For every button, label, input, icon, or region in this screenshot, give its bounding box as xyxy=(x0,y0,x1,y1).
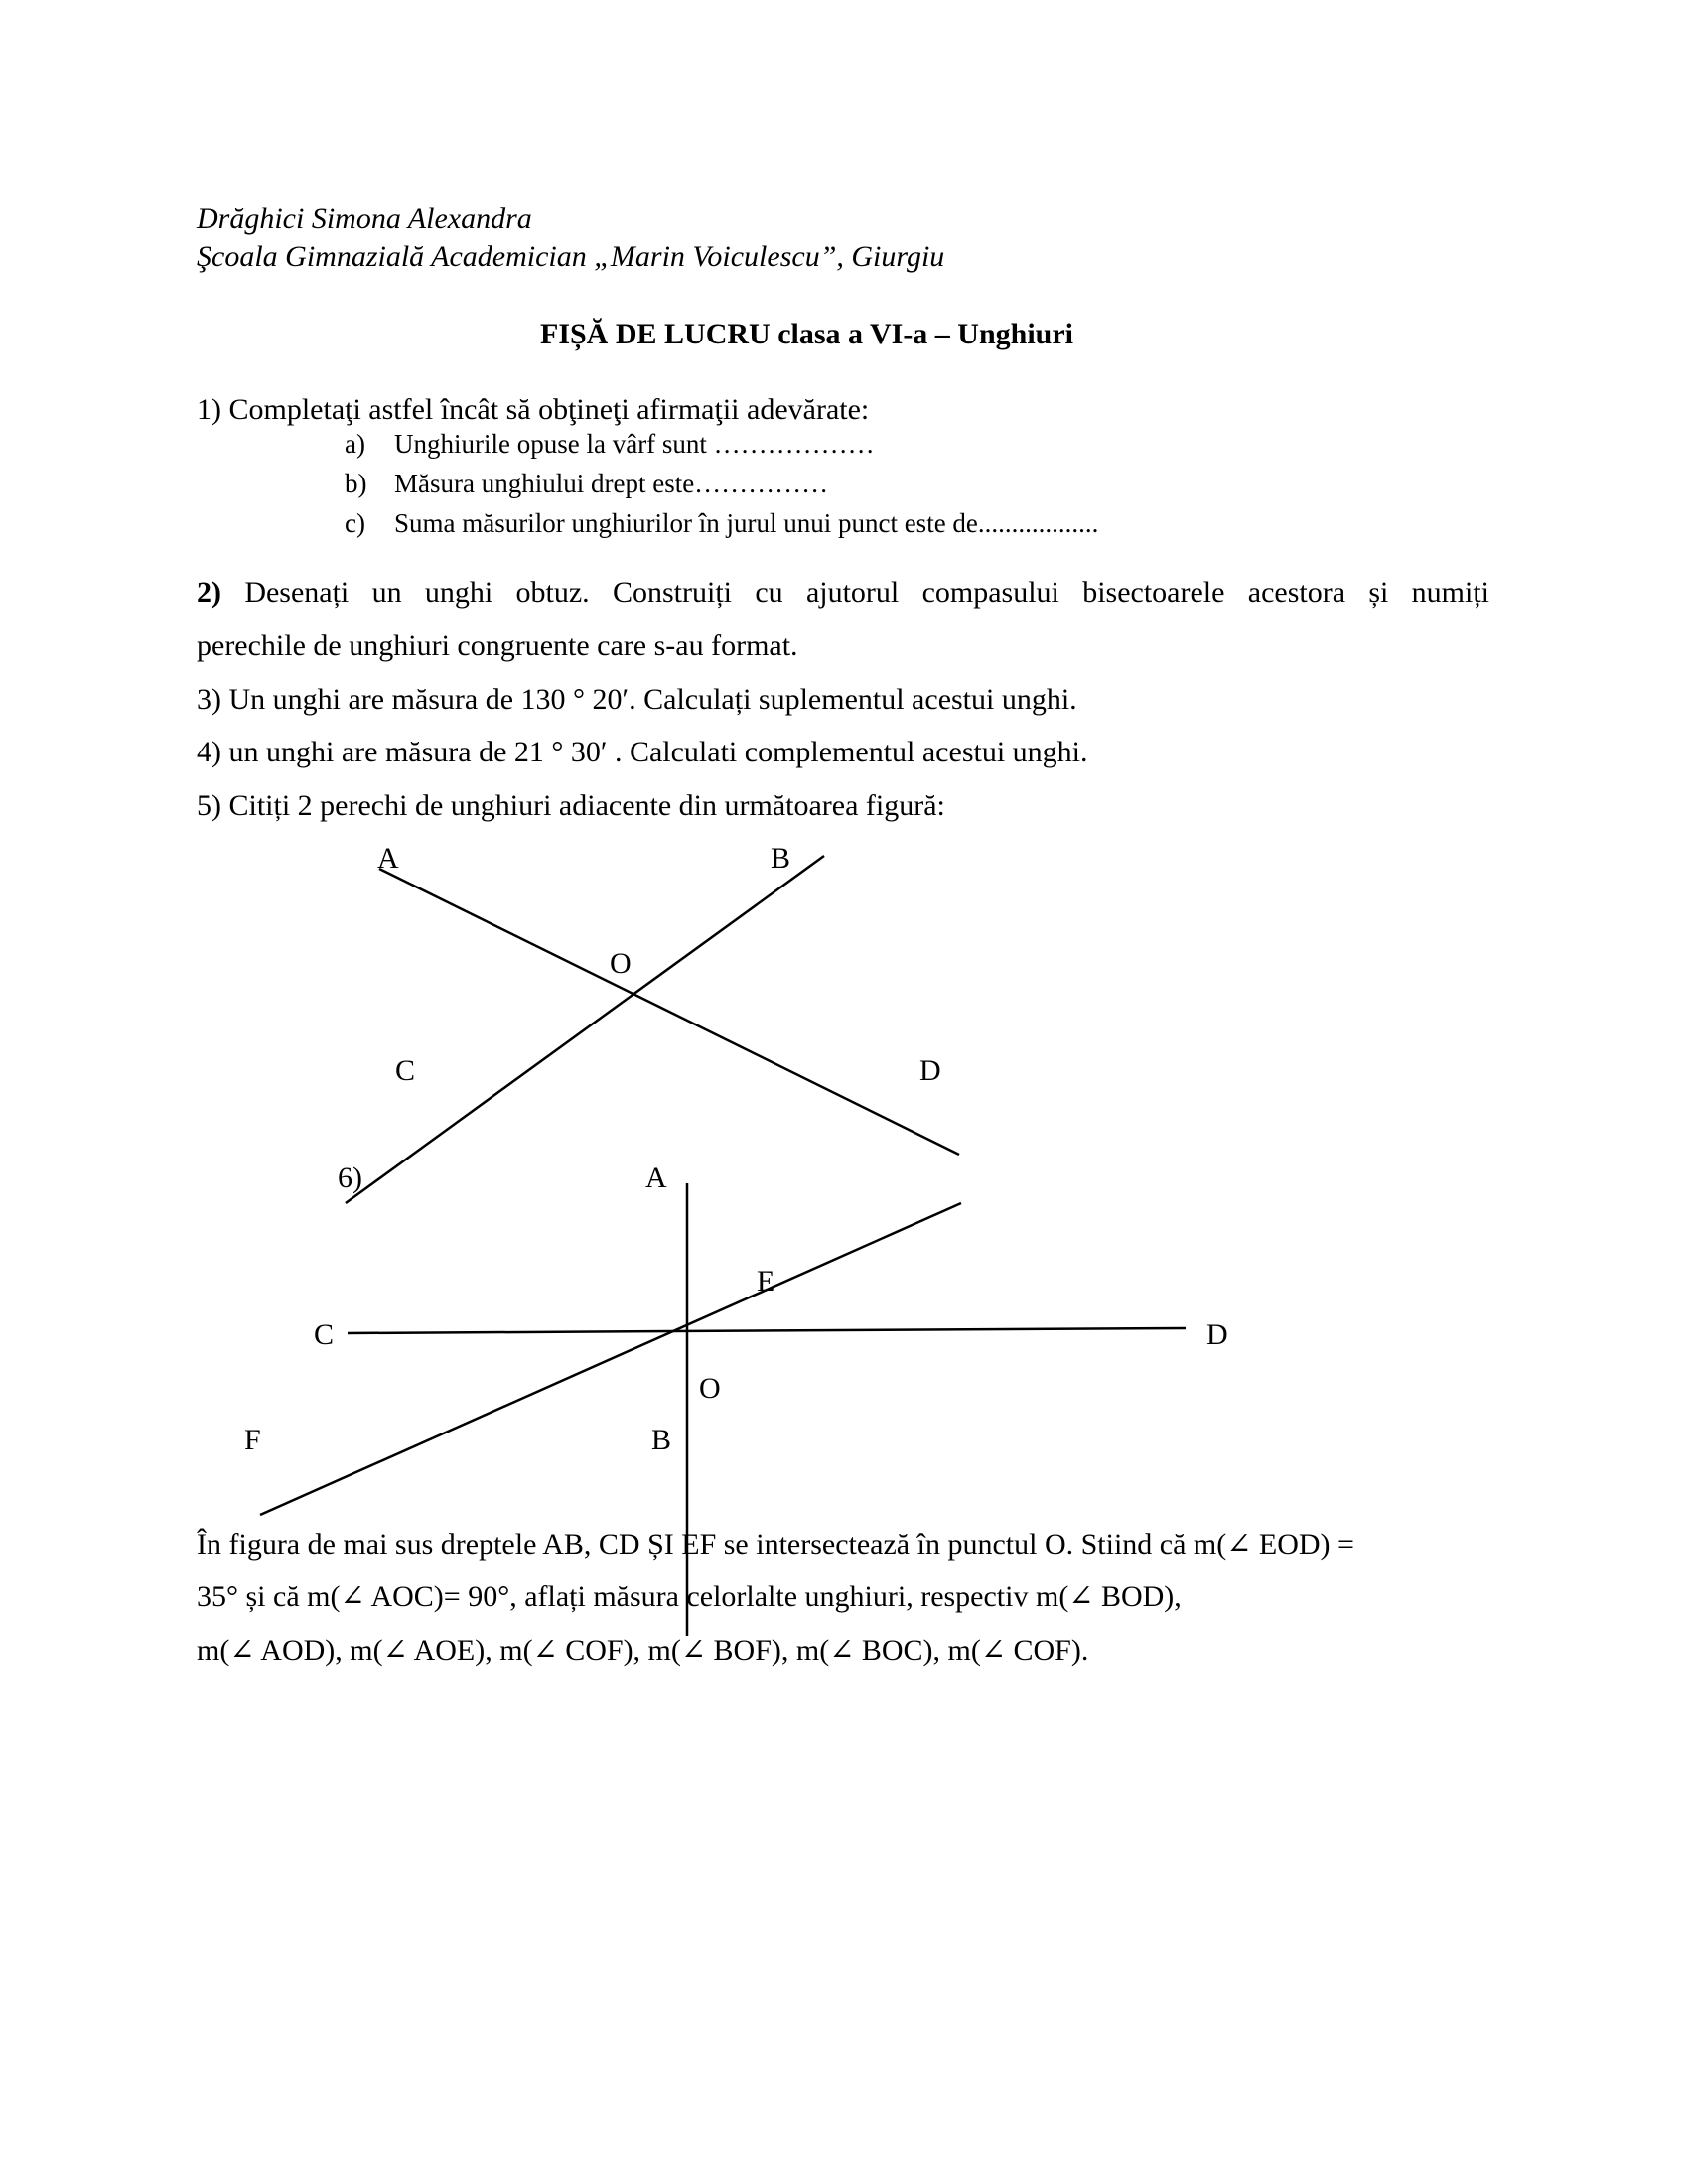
q4-text: 4) un unghi are măsura de 21 ° 30′ . Calculati complementul acestui unghi. xyxy=(197,736,1088,768)
q2-line2: perechile de unghiuri congruente care s-au format. xyxy=(197,629,798,662)
q1-prompt: 1) Completaţi astfel încât să obţineţi afirmaţii adevărate: xyxy=(197,393,870,426)
fig1-line-ad xyxy=(379,869,959,1155)
q6-line3: m(∠ AOD), m(∠ AOE), m(∠ COF), m(∠ BOF), m(∠ BOC), m(∠ COF). xyxy=(197,1634,1089,1667)
q2-line1-text: Desenați un unghi obtuz. Construiți cu ajutorul compasului bisectoarele acestora și numiți xyxy=(244,576,1489,609)
q6-marker: 6) xyxy=(338,1161,362,1194)
fig1-label-a: A xyxy=(377,842,399,875)
fig1-label-c: C xyxy=(395,1054,416,1087)
fig2-label-e: E xyxy=(757,1265,775,1297)
fig2-label-f: F xyxy=(244,1424,261,1456)
author-name: Drăghici Simona Alexandra xyxy=(197,203,532,235)
q3-text: 3) Un unghi are măsura de 130 ° 20′. Calculați suplementul acestui unghi. xyxy=(197,683,1077,716)
q6-line1: În figura de mai sus dreptele AB, CD ȘI EF se intersectează în punctul O. Stiind că m(∠ EOD) = xyxy=(197,1528,1354,1561)
fig1-label-o: O xyxy=(610,947,632,980)
q1-item-c-marker: c) xyxy=(345,508,365,538)
q1-item-b-text: Măsura unghiului drept este…………… xyxy=(394,469,829,498)
fig2-label-d: D xyxy=(1206,1318,1228,1351)
school-name: Şcoala Gimnazială Academician „Marin Voiculescu”, Giurgiu xyxy=(197,240,945,273)
q6-line2: 35° și că m(∠ AOC)= 90°, aflați măsura celorlalte unghiuri, respectiv m(∠ BOD), xyxy=(197,1580,1182,1613)
fig2-line-cd xyxy=(348,1328,1186,1333)
q5-text: 5) Citiți 2 perechi de unghiuri adiacente din următoarea figură: xyxy=(197,789,945,822)
fig2-line-ef xyxy=(260,1203,961,1515)
fig1-line-bc xyxy=(346,856,824,1203)
fig1-label-b: B xyxy=(771,842,791,875)
fig2-label-c: C xyxy=(314,1318,335,1351)
fig2-label-b: B xyxy=(651,1424,672,1456)
q1-item-b-marker: b) xyxy=(345,469,367,498)
fig2-label-a: A xyxy=(645,1161,667,1194)
q1-item-a-marker: a) xyxy=(345,429,365,459)
q1-item-c-text: Suma măsurilor unghiurilor în jurul unui punct este de.................. xyxy=(394,508,1099,538)
q1-item-a-text: Unghiurile opuse la vârf sunt ……………… xyxy=(394,429,875,459)
fig1-label-d: D xyxy=(919,1054,941,1087)
fig2-label-o: O xyxy=(699,1372,721,1405)
q2-number: 2) xyxy=(197,576,221,609)
worksheet-title: FIȘĂ DE LUCRU clasa a VI-a – Unghiuri xyxy=(540,318,1074,350)
